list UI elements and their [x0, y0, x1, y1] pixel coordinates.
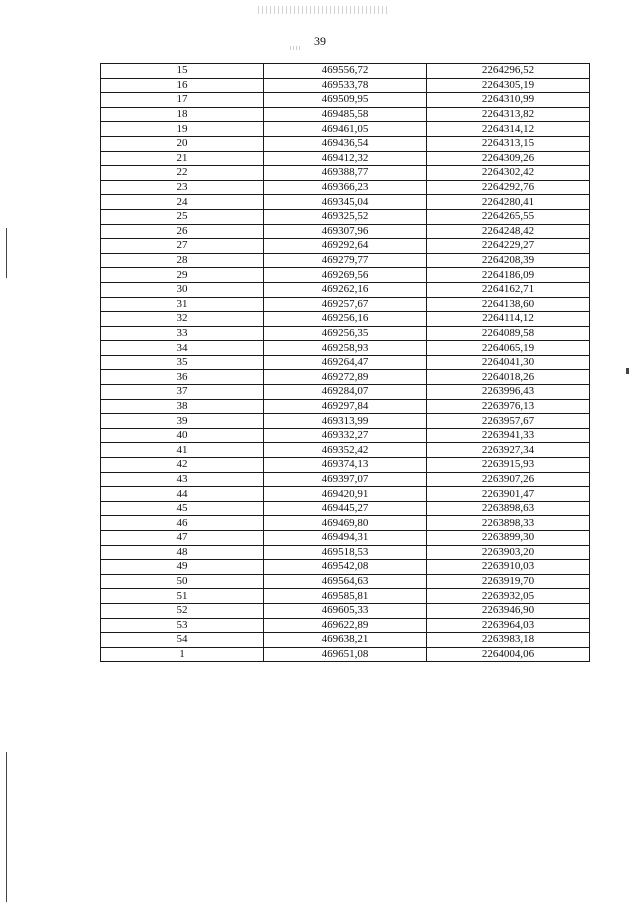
point-number-cell: 38 — [101, 399, 264, 414]
x-coordinate-cell: 469256,16 — [264, 312, 427, 327]
y-coordinate-cell: 2264208,39 — [427, 253, 590, 268]
x-coordinate-cell: 469388,77 — [264, 166, 427, 181]
point-number-cell: 26 — [101, 224, 264, 239]
y-coordinate-cell: 2264305,19 — [427, 78, 590, 93]
y-coordinate-cell: 2264314,12 — [427, 122, 590, 137]
table-row — [101, 136, 590, 151]
table-row — [101, 385, 590, 400]
y-coordinate-cell: 2263976,13 — [427, 399, 590, 414]
y-coordinate-cell: 2264296,52 — [427, 64, 590, 79]
x-coordinate-cell: 469307,96 — [264, 224, 427, 239]
y-coordinate-cell: 2264018,26 — [427, 370, 590, 385]
table-row — [101, 472, 590, 487]
y-coordinate-cell: 2263932,05 — [427, 589, 590, 604]
point-number-cell: 47 — [101, 531, 264, 546]
y-coordinate-cell: 2263910,03 — [427, 560, 590, 575]
x-coordinate-cell: 469258,93 — [264, 341, 427, 356]
point-number-cell: 37 — [101, 385, 264, 400]
x-coordinate-cell: 469605,33 — [264, 603, 427, 618]
point-number-cell: 32 — [101, 312, 264, 327]
x-coordinate-cell: 469412,32 — [264, 151, 427, 166]
x-coordinate-cell: 469556,72 — [264, 64, 427, 79]
coordinates-table — [100, 63, 590, 662]
y-coordinate-cell: 2264229,27 — [427, 239, 590, 254]
table-row — [101, 633, 590, 648]
table-row — [101, 209, 590, 224]
x-coordinate-cell: 469264,47 — [264, 355, 427, 370]
point-number-cell: 34 — [101, 341, 264, 356]
y-coordinate-cell: 2264313,82 — [427, 107, 590, 122]
point-number-cell: 17 — [101, 93, 264, 108]
table-row — [101, 355, 590, 370]
table-row — [101, 93, 590, 108]
point-number-cell: 44 — [101, 487, 264, 502]
point-number-cell: 1 — [101, 647, 264, 662]
y-coordinate-cell: 2264310,99 — [427, 93, 590, 108]
y-coordinate-cell: 2263901,47 — [427, 487, 590, 502]
y-coordinate-cell: 2264280,41 — [427, 195, 590, 210]
point-number-cell: 22 — [101, 166, 264, 181]
x-coordinate-cell: 469257,67 — [264, 297, 427, 312]
point-number-cell: 39 — [101, 414, 264, 429]
point-number-cell: 46 — [101, 516, 264, 531]
x-coordinate-cell: 469509,95 — [264, 93, 427, 108]
table-row — [101, 151, 590, 166]
point-number-cell: 30 — [101, 282, 264, 297]
point-number-cell: 21 — [101, 151, 264, 166]
table-row — [101, 545, 590, 560]
scan-artifact-header — [258, 6, 388, 14]
x-coordinate-cell: 469292,64 — [264, 239, 427, 254]
point-number-cell: 29 — [101, 268, 264, 283]
x-coordinate-cell: 469374,13 — [264, 458, 427, 473]
table-row — [101, 224, 590, 239]
x-coordinate-cell: 469461,05 — [264, 122, 427, 137]
y-coordinate-cell: 2263983,18 — [427, 633, 590, 648]
x-coordinate-cell: 469269,56 — [264, 268, 427, 283]
margin-mark — [6, 752, 7, 902]
x-coordinate-cell: 469485,58 — [264, 107, 427, 122]
table-row — [101, 487, 590, 502]
x-coordinate-cell: 469325,52 — [264, 209, 427, 224]
y-coordinate-cell: 2264248,42 — [427, 224, 590, 239]
y-coordinate-cell: 2264313,15 — [427, 136, 590, 151]
table-row — [101, 516, 590, 531]
y-coordinate-cell: 2263927,34 — [427, 443, 590, 458]
y-coordinate-cell: 2264089,58 — [427, 326, 590, 341]
x-coordinate-cell: 469279,77 — [264, 253, 427, 268]
page-number: 39 — [314, 34, 326, 48]
y-coordinate-cell: 2263899,30 — [427, 531, 590, 546]
x-coordinate-cell: 469262,16 — [264, 282, 427, 297]
table-row — [101, 647, 590, 662]
y-coordinate-cell: 2264114,12 — [427, 312, 590, 327]
table-row — [101, 239, 590, 254]
x-coordinate-cell: 469313,99 — [264, 414, 427, 429]
y-coordinate-cell: 2264302,42 — [427, 166, 590, 181]
y-coordinate-cell: 2263996,43 — [427, 385, 590, 400]
table-row — [101, 618, 590, 633]
x-coordinate-cell: 469469,80 — [264, 516, 427, 531]
table-row — [101, 64, 590, 79]
x-coordinate-cell: 469297,84 — [264, 399, 427, 414]
y-coordinate-cell: 2263946,90 — [427, 603, 590, 618]
table-row — [101, 107, 590, 122]
y-coordinate-cell: 2264309,26 — [427, 151, 590, 166]
point-number-cell: 15 — [101, 64, 264, 79]
x-coordinate-cell: 469533,78 — [264, 78, 427, 93]
table-row — [101, 428, 590, 443]
table-row — [101, 531, 590, 546]
x-coordinate-cell: 469284,07 — [264, 385, 427, 400]
table-row — [101, 443, 590, 458]
table-row — [101, 414, 590, 429]
table-row — [101, 166, 590, 181]
table-row — [101, 574, 590, 589]
y-coordinate-cell: 2263964,03 — [427, 618, 590, 633]
point-number-cell: 36 — [101, 370, 264, 385]
x-coordinate-cell: 469564,63 — [264, 574, 427, 589]
x-coordinate-cell: 469256,35 — [264, 326, 427, 341]
x-coordinate-cell: 469494,31 — [264, 531, 427, 546]
x-coordinate-cell: 469397,07 — [264, 472, 427, 487]
x-coordinate-cell: 469585,81 — [264, 589, 427, 604]
y-coordinate-cell: 2263915,93 — [427, 458, 590, 473]
y-coordinate-cell: 2264138,60 — [427, 297, 590, 312]
point-number-cell: 40 — [101, 428, 264, 443]
point-number-cell: 45 — [101, 501, 264, 516]
coordinates-table-body — [101, 64, 590, 662]
table-row — [101, 268, 590, 283]
y-coordinate-cell: 2264041,30 — [427, 355, 590, 370]
y-coordinate-cell: 2263898,63 — [427, 501, 590, 516]
x-coordinate-cell: 469352,42 — [264, 443, 427, 458]
point-number-cell: 20 — [101, 136, 264, 151]
table-row — [101, 326, 590, 341]
table-row — [101, 78, 590, 93]
x-coordinate-cell: 469420,91 — [264, 487, 427, 502]
y-coordinate-cell: 2263957,67 — [427, 414, 590, 429]
x-coordinate-cell: 469272,89 — [264, 370, 427, 385]
point-number-cell: 18 — [101, 107, 264, 122]
table-row — [101, 560, 590, 575]
x-coordinate-cell: 469436,54 — [264, 136, 427, 151]
x-coordinate-cell: 469445,27 — [264, 501, 427, 516]
point-number-cell: 50 — [101, 574, 264, 589]
y-coordinate-cell: 2263907,26 — [427, 472, 590, 487]
x-coordinate-cell: 469638,21 — [264, 633, 427, 648]
point-number-cell: 54 — [101, 633, 264, 648]
x-coordinate-cell: 469651,08 — [264, 647, 427, 662]
point-number-cell: 27 — [101, 239, 264, 254]
point-number-cell: 31 — [101, 297, 264, 312]
x-coordinate-cell: 469622,89 — [264, 618, 427, 633]
x-coordinate-cell: 469518,53 — [264, 545, 427, 560]
point-number-cell: 53 — [101, 618, 264, 633]
point-number-cell: 48 — [101, 545, 264, 560]
x-coordinate-cell: 469332,27 — [264, 428, 427, 443]
point-number-cell: 43 — [101, 472, 264, 487]
y-coordinate-cell: 2264186,09 — [427, 268, 590, 283]
y-coordinate-cell: 2263919,70 — [427, 574, 590, 589]
y-coordinate-cell: 2263898,33 — [427, 516, 590, 531]
point-number-cell: 19 — [101, 122, 264, 137]
point-number-cell: 41 — [101, 443, 264, 458]
y-coordinate-cell: 2263903,20 — [427, 545, 590, 560]
y-coordinate-cell: 2264004,06 — [427, 647, 590, 662]
x-coordinate-cell: 469345,04 — [264, 195, 427, 210]
y-coordinate-cell: 2264265,55 — [427, 209, 590, 224]
point-number-cell: 33 — [101, 326, 264, 341]
y-coordinate-cell: 2264292,76 — [427, 180, 590, 195]
y-coordinate-cell: 2263941,33 — [427, 428, 590, 443]
table-row — [101, 253, 590, 268]
table-row — [101, 282, 590, 297]
point-number-cell: 35 — [101, 355, 264, 370]
point-number-cell: 28 — [101, 253, 264, 268]
table-row — [101, 501, 590, 516]
point-number-cell: 42 — [101, 458, 264, 473]
table-row — [101, 122, 590, 137]
x-coordinate-cell: 469366,23 — [264, 180, 427, 195]
table-row — [101, 458, 590, 473]
margin-mark — [6, 228, 7, 278]
point-number-cell: 52 — [101, 603, 264, 618]
table-row — [101, 589, 590, 604]
table-row — [101, 297, 590, 312]
point-number-cell: 24 — [101, 195, 264, 210]
point-number-cell: 51 — [101, 589, 264, 604]
point-number-cell: 16 — [101, 78, 264, 93]
table-row — [101, 399, 590, 414]
table-row — [101, 603, 590, 618]
table-row — [101, 312, 590, 327]
y-coordinate-cell: 2264065,19 — [427, 341, 590, 356]
table-row — [101, 180, 590, 195]
point-number-cell: 25 — [101, 209, 264, 224]
margin-mark — [626, 368, 629, 374]
point-number-cell: 23 — [101, 180, 264, 195]
x-coordinate-cell: 469542,08 — [264, 560, 427, 575]
y-coordinate-cell: 2264162,71 — [427, 282, 590, 297]
table-row — [101, 195, 590, 210]
table-row — [101, 341, 590, 356]
point-number-cell: 49 — [101, 560, 264, 575]
table-row — [101, 370, 590, 385]
